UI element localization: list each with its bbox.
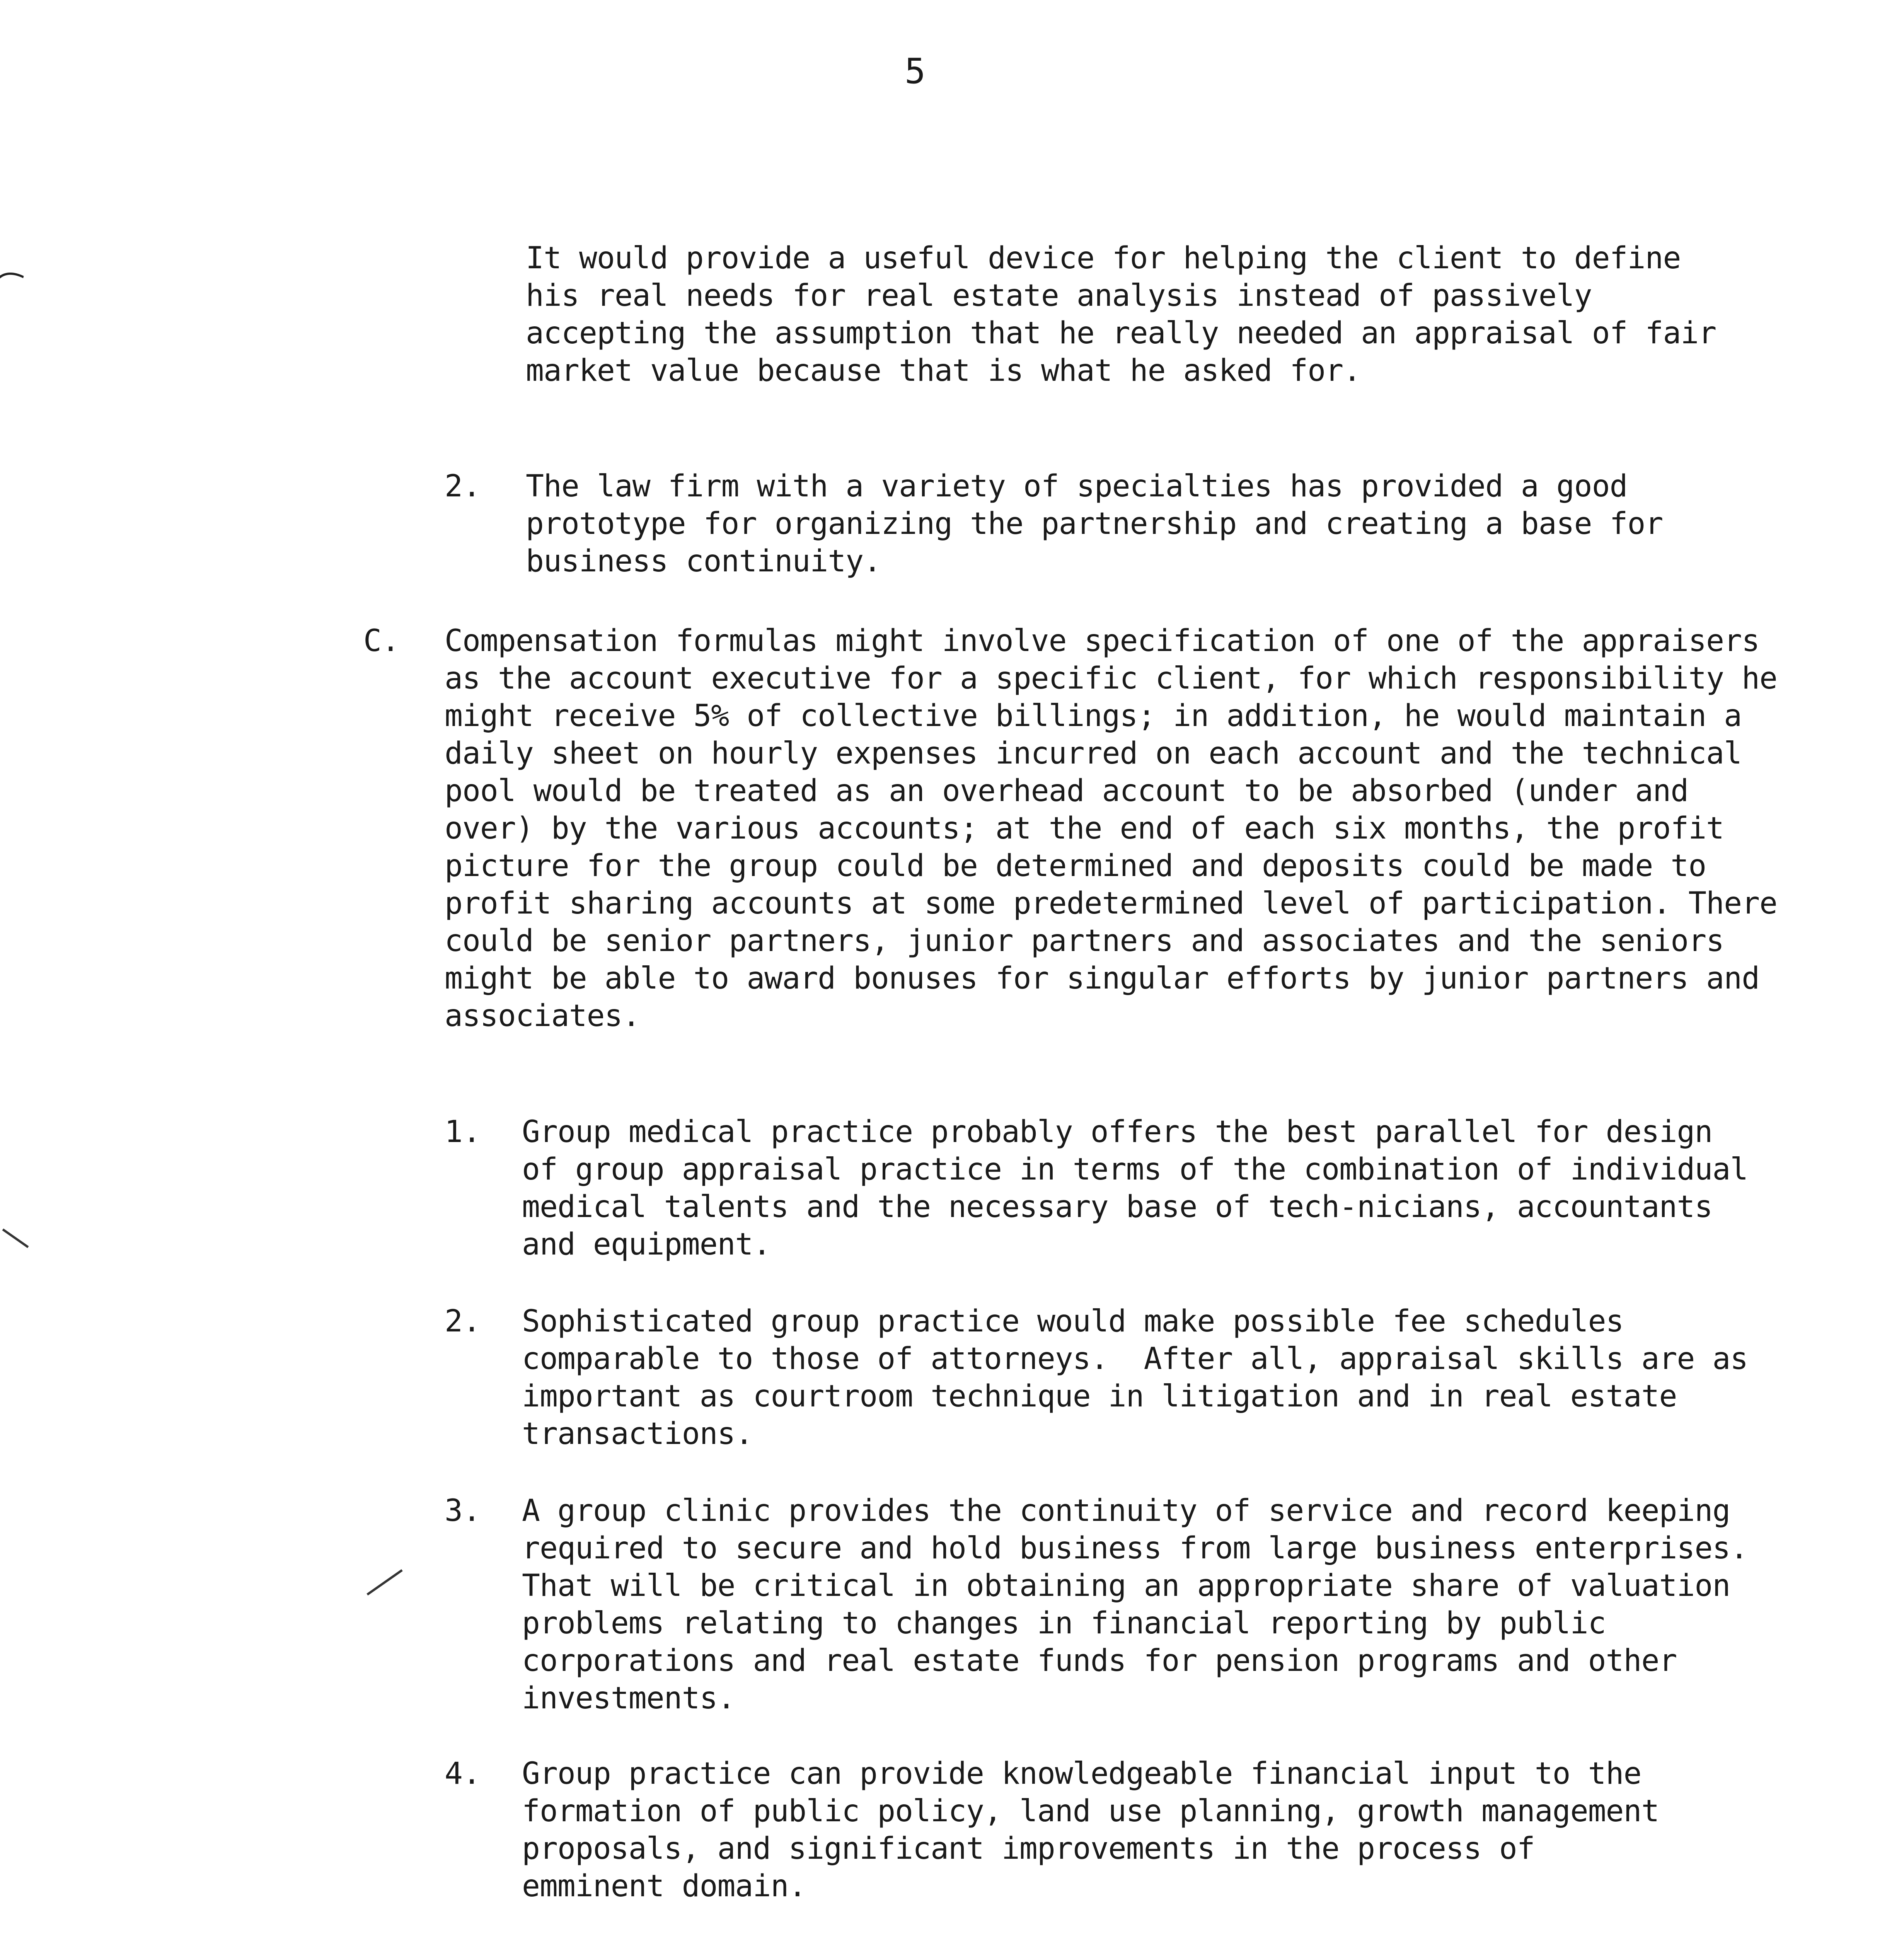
item-c4-text: Group practice can provide knowledgeable financial input to the formation of public policy, land use planning, growth management proposals, and significant improvements in the process of emminent domain. <box>522 1756 1677 1904</box>
item-c1-marker: 1. <box>445 1115 481 1149</box>
item-c3-marker: 3. <box>445 1493 481 1528</box>
item-c2-text: Sophisticated group practice would make possible fee schedules comparable to those of attorneys. After all, appraisal skills are as important as courtroom technique in litigation and in real estate transactions. <box>522 1304 1766 1451</box>
intro-paragraph: It would provide a useful device for helping the client to define his real needs for real estate analysis instead of passively accepting the assumption that he really needed an appraisal of fair market value because that is what he asked for. <box>526 241 1734 388</box>
item-c1-text: Group medical practice probably offers the best parallel for design of group appraisal practice in terms of the combination of individual medical talents and the necessary base of tech-nicians, accountants and equipment. <box>522 1115 1766 1262</box>
section-c-text: Compensation formulas might involve specification of one of the appraisers as the account executive for a specific client, for which responsibility he might receive 5% of collective billings; in addition, he would maintain a daily sheet on hourly expenses incurred on each account and the technical pool would be treated as an overhead account to be absorbed (under and over) by the various accounts; at the end of each six months, the profit picture for the group could be determined and deposits could be made to profit sharing accounts at some predetermined level of participation. There could be senior partners, junior partners and associates and the seniors might be able to award bonuses for singular efforts by junior partners and associates. <box>445 624 1795 1033</box>
margin-mark-tick-left <box>2 1229 29 1248</box>
section-c-marker: C. <box>363 624 400 658</box>
item-b2-marker: 2. <box>445 469 481 504</box>
margin-mark-tick-item3 <box>366 1569 403 1595</box>
page-number: 5 <box>905 51 926 92</box>
margin-mark-curve-top <box>0 259 89 395</box>
item-c4-marker: 4. <box>445 1756 481 1791</box>
item-b2-text: The law firm with a variety of specialties has provided a good prototype for organizing the partnership and creating a base for business continuity. <box>526 469 1681 579</box>
item-c2-marker: 2. <box>445 1304 481 1339</box>
item-c3-text: A group clinic provides the continuity of service and record keeping required to secure and hold business from large business enterprises. That will be critical in obtaining an appropriate share of valuation problems relating to changes in financial reporting by public corporations and real estate funds for pension programs and other investments. <box>522 1493 1784 1716</box>
